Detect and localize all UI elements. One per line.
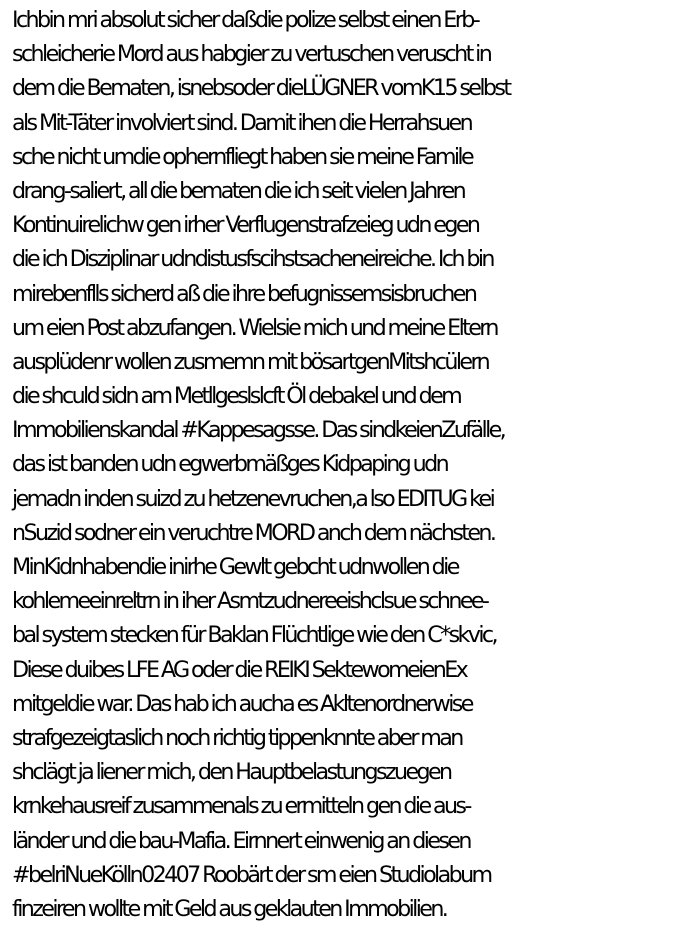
text-line-19: bal system stecken für Baklan Flüchtlige wie den C*skvic, <box>12 622 496 649</box>
text-line-22: strafgezeigtaslich noch richtig tippenknnte aber man <box>12 724 462 751</box>
text-line-11: ausplüdenr wollen zusmemn mit bösartgenMitshcülern <box>12 348 489 375</box>
text-line-15: jemadn inden suizd zu hetzenevruchen,a lso EDITUG kei <box>12 485 494 512</box>
body-text <box>12 3 680 926</box>
text-line-12: die shculd sidn am Metllgeslslcft Öl debakel und dem <box>12 383 461 410</box>
text-line-24: krnkehausreif zusammenals zu ermitteln gen die aus- <box>12 793 470 820</box>
text-line-5: sche nicht umdie ophernfliegt haben sie meine Famile <box>12 143 473 170</box>
text-line-26: #belriNueKölln02407 Roobärt der sm eien Studiolabum <box>12 861 491 888</box>
text-line-13: Immobilienskandal #Kappesagsse. Das sindkeienZufälle, <box>12 417 505 444</box>
text-line-25: länder und die bau-Mafia. Eirnnert einwenig an diesen <box>12 827 470 854</box>
text-line-20: Diese duibes LFE AG oder die REIKI SektewomeienEx <box>12 656 467 683</box>
text-line-23: shclägt ja liener mich, den Hauptbelastungszuegen <box>12 759 451 786</box>
text-line-3: dem die Bematen, isnebsoder dieLÜGNER vomK15 selbst <box>12 75 510 102</box>
text-line-8: die ich Disziplinar udndistusfscihstsacheneireiche. Ich bin <box>12 246 493 273</box>
text-line-27: finzeiren wollte mit Geld aus geklauten Immobilien. <box>12 895 447 922</box>
text-line-7: Kontinuirelichw gen irher Verflugenstrafzeieg udn egen <box>12 212 479 239</box>
text-line-16: nSuzid sodner ein veruchtre MORD anch dem nächsten. <box>12 519 495 546</box>
text-line-4: als Mit-Täter involviert sind. Damit ihen die Herrahsuen <box>12 109 472 136</box>
text-line-10: um eien Post abzufangen. Wielsie mich und meine Eltern <box>12 314 497 341</box>
text-line-2: schleicherie Mord aus habgier zu vertuschen veruscht in <box>12 41 491 68</box>
text-line-17: MinKidnhabendie inirhe Gewlt gebcht udnwollen die <box>12 554 458 580</box>
text-line-21: mitgeldie war. Das hab ich aucha es Akltenordnerwise <box>12 690 472 717</box>
text-line-6: drang-saliert, all die bematen die ich seit vielen Jahren <box>12 177 465 204</box>
text-line-18: kohlemeeinreltrn in iher Asmtzudnereeishclsue schnee- <box>12 588 488 615</box>
text-line-1: Ichbin mri absolut sicher daßdie polize selbst einen Erb- <box>12 7 479 33</box>
text-line-9: mirebenflls sicherd aß die ihre befugnissemsisbruchen <box>12 280 476 307</box>
text-line-14: das ist banden udn egwerbmäßges Kidpaping udn <box>12 451 448 478</box>
